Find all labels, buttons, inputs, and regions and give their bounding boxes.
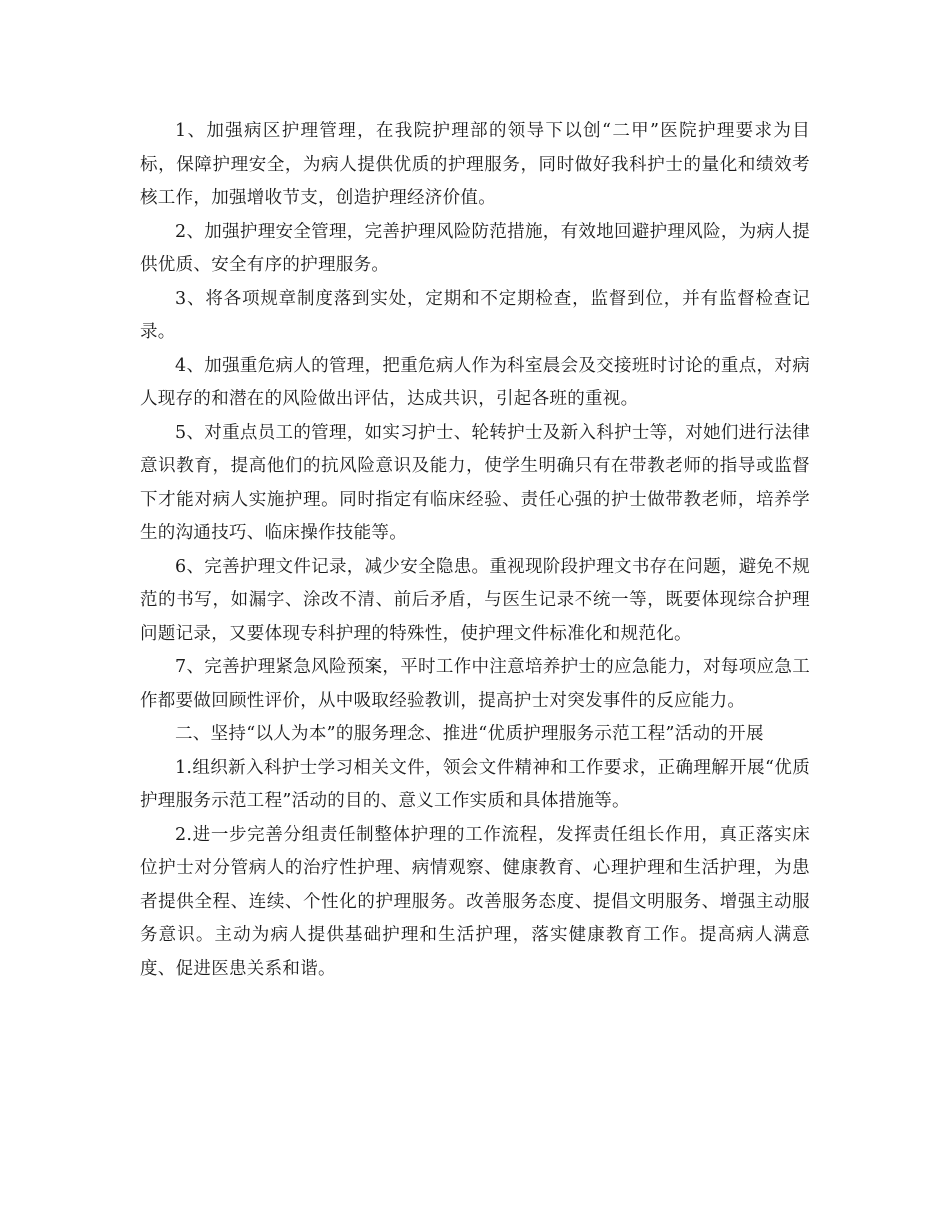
paragraph-3: 3、将各项规章制度落到实处，定期和不定期检查，监督到位，并有监督检查记录。: [140, 288, 810, 342]
paragraph-8: 1.组织新入科护士学习相关文件，领会文件精神和工作要求，正确理解开展“优质护理服务示范工程”活动的目的、意义工作实质和具体措施等。: [140, 757, 810, 811]
paragraph-1: 1、加强病区护理管理，在我院护理部的领导下以创“二甲”医院护理要求为目标，保障护理安全，为病人提供优质的护理服务，同时做好我科护士的量化和绩效考核工作，加强增收节支，创造护理经济价值。: [140, 121, 810, 208]
paragraph-7: 7、完善护理紧急风险预案，平时工作中注意培养护士的应急能力，对每项应急工作都要做回顾性评价，从中吸取经验教训，提高护士对突发事件的反应能力。: [140, 657, 810, 711]
document-body: [140, 115, 810, 986]
paragraph-6: 6、完善护理文件记录，减少安全隐患。重视现阶段护理文书存在问题，避免不规范的书写，如漏字、涂改不清、前后矛盾，与医生记录不统一等，既要体现综合护理问题记录，又要体现专科护理的特殊性，使护理文件标准化和规范化。: [140, 556, 810, 644]
paragraph-2: 2、加强护理安全管理，完善护理风险防范措施，有效地回避护理风险，为病人提供优质、安全有序的护理服务。: [140, 221, 810, 275]
paragraph-9: 2.进一步完善分组责任制整体护理的工作流程，发挥责任组长作用，真正落实床位护士对分管病人的治疗性护理、病情观察、健康教育、心理护理和生活护理，为患者提供全程、连续、个性化的护理服务。改善服务态度、提倡文明服务、增强主动服务意识。主动为病人提供基础护理和生活护理，落实健康教育工作。提高病人满意度、促进医患关系和谐。: [140, 824, 810, 979]
paragraph-4: 4、加强重危病人的管理，把重危病人作为科室晨会及交接班时讨论的重点，对病人现存的和潜在的风险做出评估，达成共识，引起各班的重视。: [140, 355, 810, 409]
paragraph-5: 5、对重点员工的管理，如实习护士、轮转护士及新入科护士等，对她们进行法律意识教育，提高他们的抗风险意识及能力，使学生明确只有在带教老师的指导或监督下才能对病人实施护理。同时指定有临床经验、责任心强的护士做带教老师，培养学生的沟通技巧、临床操作技能等。: [140, 422, 810, 543]
section-heading-2: 二、坚持“以人为本”的服务理念、推进“优质护理服务示范工程”活动的开展: [175, 724, 764, 744]
